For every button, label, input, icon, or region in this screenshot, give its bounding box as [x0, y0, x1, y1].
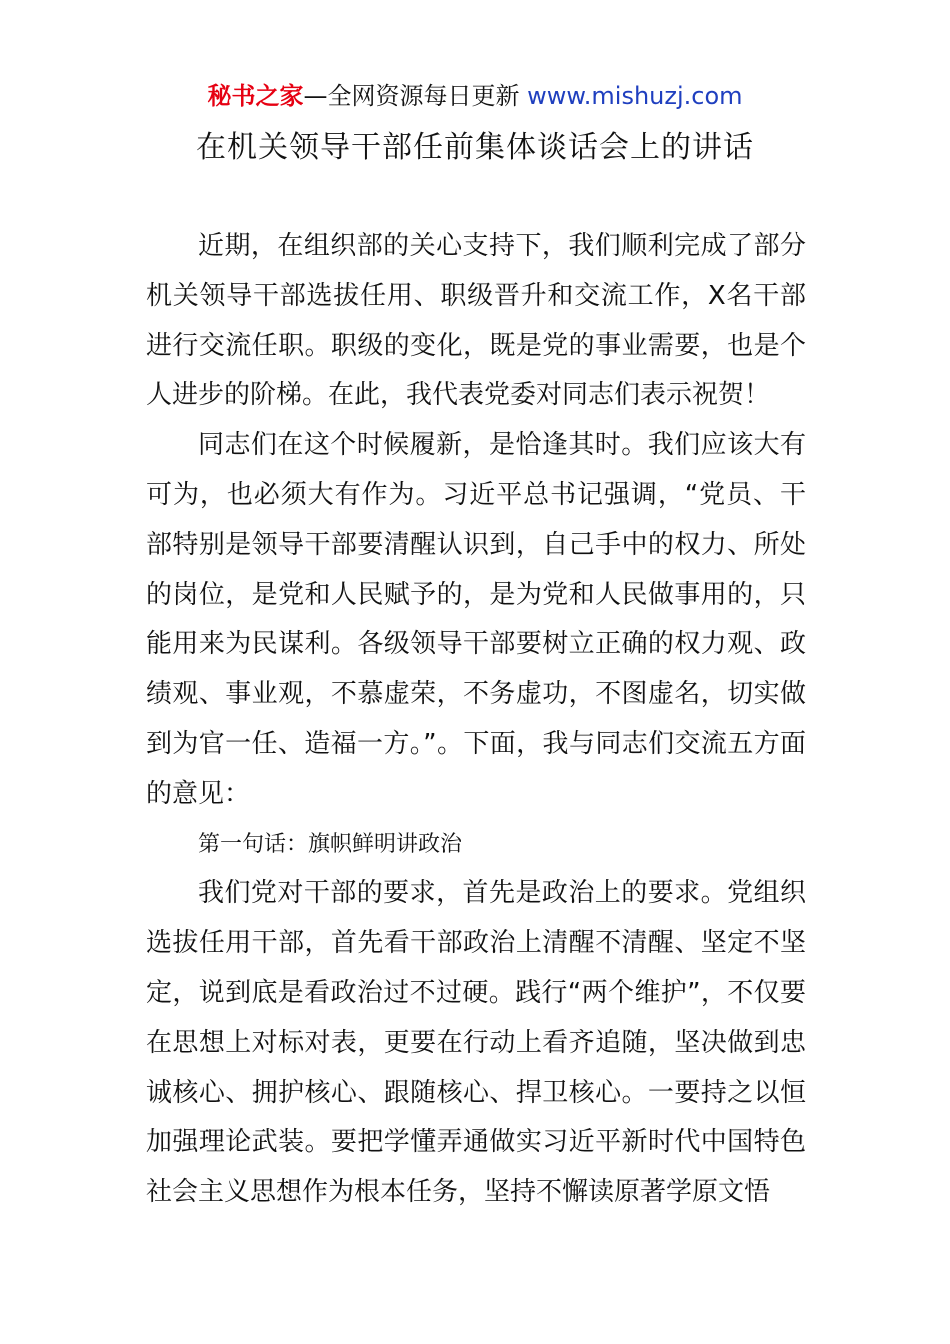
site-header — [0, 80, 950, 112]
paragraph-quote: 同志们在这个时候履新，是恰逢其时。我们应该大有可为，也必须大有作为。习近平总书记强调，“党员、干部特别是领导干部要清醒认识到，自己手中的权力、所处的岗位，是党和人民赋予的，是为党和人民做事用的，只能用来为民谋利。各级领导干部要树立正确的权力观、政绩观、事业观，不慕虚荣，不务虚功，不图虚名，切实做到为官一任、造福一方。”。下面，我与同志们交流五方面的意见： — [146, 430, 806, 809]
paragraph-section-first: 我们党对干部的要求，首先是政治上的要求。党组织选拔任用干部，首先看干部政治上清醒不清醒、坚定不坚定，说到底是看政治过不过硬。践行“两个维护”，不仅要在思想上对标对表，更要在行动上看齐追随，坚决做到忠诚核心、拥护核心、跟随核心、捍卫核心。一要持之以恒加强理论武装。要把学懂弄通做实习近平新时代中国特色社会主义思想作为根本任务，坚持不懈读原著学原文悟 — [146, 878, 806, 1208]
site-tagline: —全网资源每日更新 — [303, 82, 528, 110]
document-title: 在机关领导干部任前集体谈话会上的讲话 — [196, 130, 754, 165]
document-body — [146, 222, 806, 1218]
site-brand: 秘书之家 — [207, 82, 304, 110]
section-heading-first: 第一句话：旗帜鲜明讲政治 — [198, 831, 463, 857]
paragraph-intro: 近期，在组织部的关心支持下，我们顺利完成了部分机关领导干部选拔任用、职级晋升和交流工作，X名干部进行交流任职。职级的变化，既是党的事业需要，也是个人进步的阶梯。在此，我代表党委对同志们表示祝贺！ — [146, 231, 806, 411]
site-url-link[interactable]: www.mishuzj.com — [527, 82, 743, 110]
